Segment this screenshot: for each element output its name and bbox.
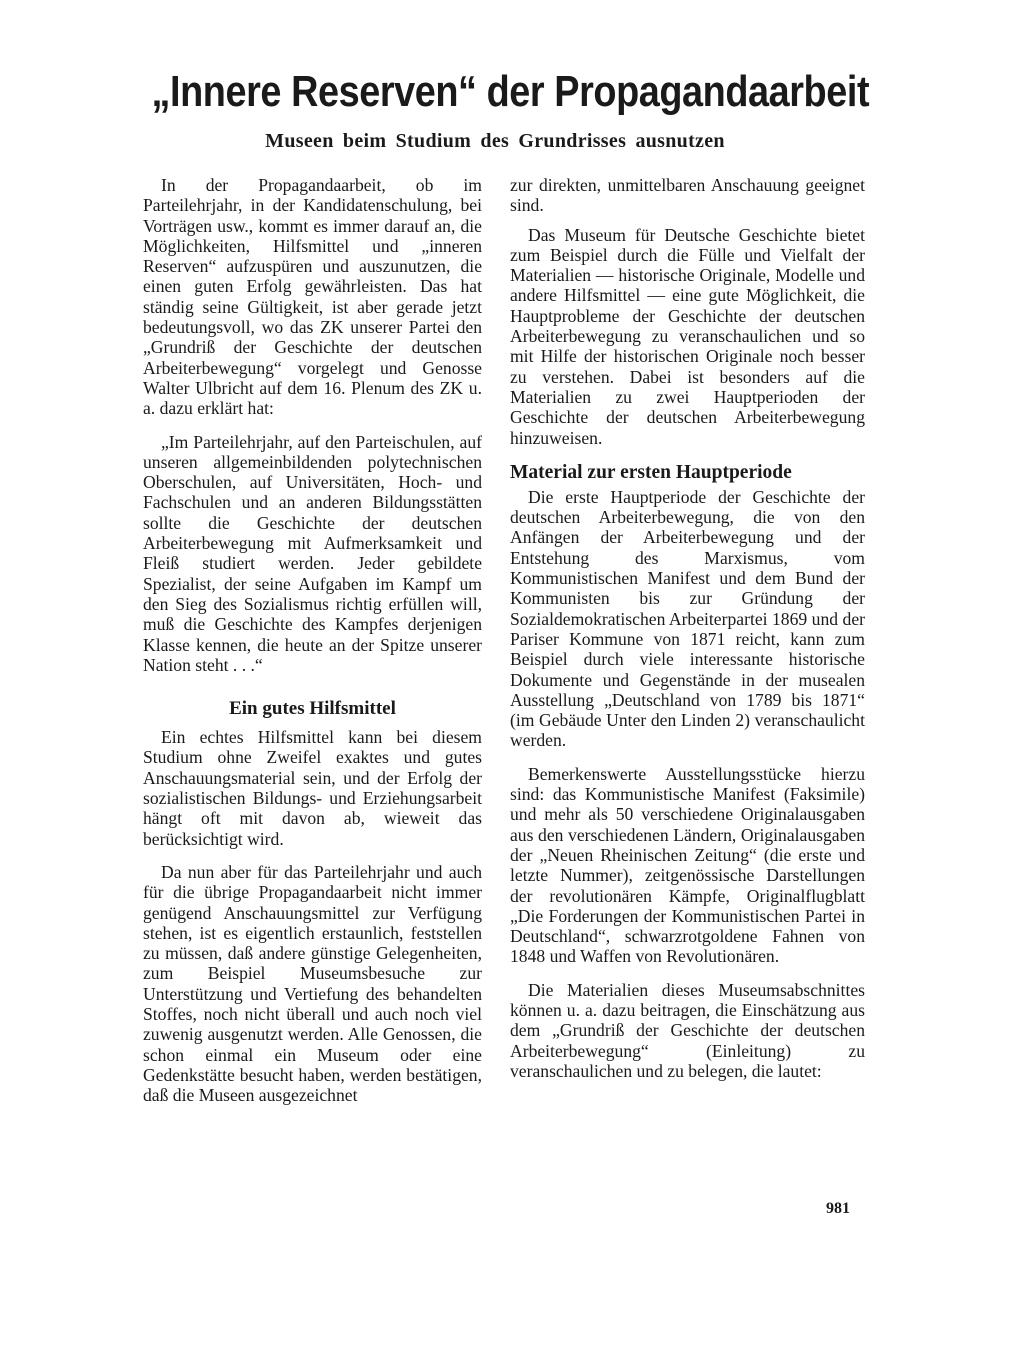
paragraph-museumsbesuche: Da nun aber für das Parteilehrjahr und auch für die übrige Propagandaarbeit nicht immer genügend Anschauungsmittel zur Verfügung stehen, ist es eigentlich erstaunlich, feststellen zu müssen, daß andere günstige Gelegenheiten, zum Beispiel Museumsbesuche zur Unterstützung und Vertiefung des behandelten Stoffes, noch nicht überall und auch noch viel zuwenig ausgenutzt werden. Alle Genossen, die schon einmal ein Museum oder eine Gedenkstätte besucht haben, werden bestätigen, daß die Museen ausgezeichnet <box>143 861 482 1106</box>
paragraph-ausstellungsstuecke: Bemerkenswerte Ausstellungsstücke hierzu sind: das Kommunistische Manifest (Faksimile) und mehr als 50 verschiedene Originalausgaben aus den verschiedenen Ländern, Originalausgaben der „Neuen Rheinischen Zeitung“ (die erste und letzte Nummer), zeitgenössische Darstellungen der revolutionären Kämpfe, Originalflugblatt „Die Forderungen der Kommunistischen Partei in Deutschland“, schwarzrotgoldene Fahnen von 1848 und Waffen von Revolutionären. <box>510 763 865 967</box>
page-number: 981 <box>826 1200 850 1217</box>
paragraph-intro: In der Propagandaarbeit, ob im Parteilehrjahr, in der Kandidatenschulung, bei Vorträgen usw., kommt es immer darauf an, die Möglichkeiten, Hilfsmittel und „inneren Reserven“ aufzuspüren und auszunutzen, die einen guten Erfolg gewährleisten. Das hat ständig seine Gültigkeit, ist aber gerade jetzt bedeutungsvoll, wo das ZK unserer Partei den „Grundriß der Geschichte der deutschen Arbeiterbewegung“ vorgelegt und Genosse Walter Ulbricht auf dem 16. Plenum des ZK u. a. dazu erklärt hat: <box>143 175 482 419</box>
paragraph-erste-hauptperiode: Die erste Hauptperiode der Geschichte der deutschen Arbeiterbewegung, die von den Anfängen der Arbeiterbewegung und der Entstehung des Marxismus, vom Kommunistischen Manifest und dem Bund der Kommunisten bis zur Gründung der Sozialdemokratischen Arbeiterpartei 1869 und der Pariser Kommune von 1871 reicht, kann zum Beispiel durch viele interessante historische Dokumente und Gegenstände in der musealen Ausstellung „Deutschland von 1789 bis 1871“ (im Gebäude Unter den Linden 2) veranschaulicht werden. <box>510 486 865 751</box>
right-column <box>510 175 865 1094</box>
section-heading-erste-hauptperiode: Material zur ersten Hauptperiode <box>510 461 792 483</box>
article-subtitle: Museen beim Studium des Grundrisses ausnutzen <box>265 130 725 152</box>
paragraph-continuation: zur direkten, unmittelbaren Anschauung geeignet sind. <box>510 175 865 216</box>
paragraph-hilfsmittel: Ein echtes Hilfsmittel kann bei diesem Studium ohne Zweifel exaktes und gutes Anschauungsmaterial sein, und der Erfolg der sozialistischen Bildungs- und Erziehungsarbeit hängt oft mit davon ab, wieweit das berücksichtigt wird. <box>143 727 482 849</box>
left-column <box>143 175 482 1118</box>
quote-ulbricht: „Im Parteilehrjahr, auf den Parteischulen, auf unseren allgemeinbildenden polytechnischen Oberschulen, auf Universitäten, Hoch- und Fachschulen und an anderen Bildungsstätten sollte die Geschichte der deutschen Arbeiterbewegung mit Aufmerksamkeit und Fleiß studiert werden. Jeder gebildete Spezialist, der seine Aufgaben im Kampf um den Sieg des Sozialismus richtig erfüllen will, muß die Geschichte des Kampfes derjenigen Klasse kennen, die heute an der Spitze unserer Nation steht . . .“ <box>143 431 482 675</box>
paragraph-museum-deutsche-geschichte: Das Museum für Deutsche Geschichte bietet zum Beispiel durch die Fülle und Vielfalt der Materialien — historische Originale, Modelle und andere Hilfsmittel — eine gute Möglichkeit, die Hauptprobleme der Geschichte der deutschen Arbeiterbewegung zu veranschaulichen und so mit Hilfe der historischen Originale noch besser zu verstehen. Dabei ist besonders auf die Materialien zu zwei Hauptperioden der Geschichte der deutschen Arbeiterbewegung hinzuweisen. <box>510 224 865 448</box>
paragraph-materialien: Die Materialien dieses Museumsabschnittes können u. a. dazu beitragen, die Einschätzung aus dem „Grundriß der Geschichte der deutschen Arbeiterbewegung“ (Einleitung) zu veranschaulichen und zu belegen, die lautet: <box>510 979 865 1081</box>
section-heading-hilfsmittel: Ein gutes Hilfsmittel <box>229 698 396 720</box>
article-title: „Innere Reserven“ der Propagandaarbeit <box>151 67 870 116</box>
